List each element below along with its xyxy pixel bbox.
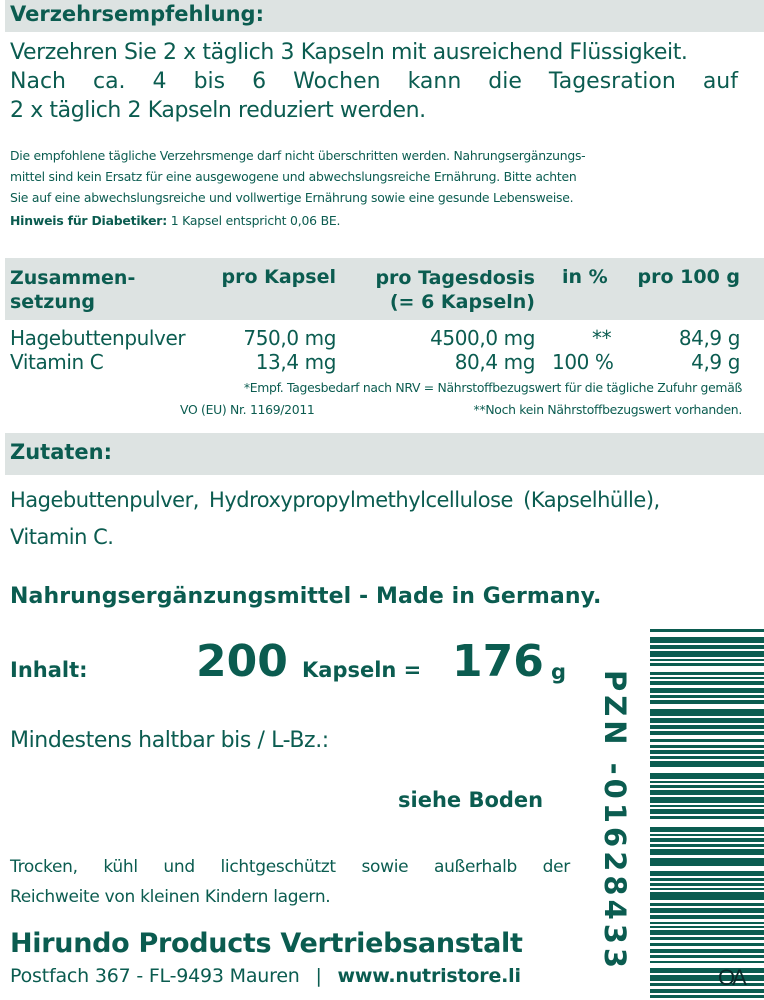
composition-header-per-daily-dose xyxy=(345,266,535,314)
ingredient-name: Hagebuttenpulver xyxy=(10,326,186,350)
composition-header-percent: in % xyxy=(562,266,608,288)
table-row xyxy=(10,326,750,350)
composition-table-body xyxy=(10,326,750,374)
storage-note xyxy=(10,852,570,912)
best-before-label: Mindestens haltbar bis / L-Bz.: xyxy=(10,728,329,753)
per-100g-value: 4,9 g xyxy=(691,350,740,374)
warning-line: Sie auf eine abwechslungsreiche und vollwertige Ernährung sowie eine gesunde Lebensweise. xyxy=(10,190,574,205)
composition-footnote-1: *Empf. Tagesbedarf nach NRV = Nährstoffbezugswert für die tägliche Zufuhr gemäß xyxy=(243,380,742,395)
contents-weight-unit: g xyxy=(551,660,567,684)
ingredients-line: Hagebuttenpulver, Hydroxypropylmethylcellulose (Kapselhülle), xyxy=(10,488,660,512)
warning-line: Die empfohlene tägliche Verzehrsmenge darf nicht überschritten werden. Nahrungsergänzungs- xyxy=(10,148,586,163)
product-type: Nahrungsergänzungsmittel - Made in Germany. xyxy=(10,584,602,609)
composition-header-per-100g: pro 100 g xyxy=(637,266,740,288)
contents-unit: Kapseln = xyxy=(302,658,422,682)
table-row xyxy=(10,350,750,374)
composition-footnote-2b: **Noch kein Nährstoffbezugswert vorhanden. xyxy=(473,402,742,417)
ingredients-list xyxy=(10,482,660,556)
pzn-code xyxy=(584,670,644,973)
per-capsule-value: 13,4 mg xyxy=(255,350,336,374)
header-line: (= 6 Kapseln) xyxy=(389,291,535,313)
best-before-value: siehe Boden xyxy=(398,788,544,812)
ingredient-name: Vitamin C xyxy=(10,350,104,374)
percent-value: ** xyxy=(592,326,612,350)
per-daily-dose-value: 80,4 mg xyxy=(454,350,535,374)
per-daily-dose-value: 4500,0 mg xyxy=(430,326,535,350)
warning-line: mittel sind kein Ersatz für eine ausgewogene und abwechslungsreiche Ernährung. Bitte achten xyxy=(10,169,577,184)
percent-value: 100 % xyxy=(552,350,614,374)
contents-count: 200 xyxy=(196,636,288,687)
diabetic-text: 1 Kapsel entspricht 0,06 BE. xyxy=(170,213,341,228)
dosage-instructions xyxy=(10,38,738,125)
ingredients-heading-bar xyxy=(5,433,764,475)
dosage-warning xyxy=(10,145,585,208)
dosage-heading: Verzehrsempfehlung: xyxy=(10,2,264,26)
dosage-line: Verzehren Sie 2 x täglich 3 Kapseln mit ausreichend Flüssigkeit. xyxy=(10,40,688,65)
header-line: setzung xyxy=(10,291,95,313)
barcode-graphic xyxy=(650,629,764,1000)
company-name: Hirundo Products Vertriebsanstalt xyxy=(10,928,523,959)
dosage-line: 2 x täglich 2 Kapseln reduziert werden. xyxy=(10,98,426,123)
company-address: Postfach 367 - FL-9493 Mauren xyxy=(10,965,300,987)
pzn-text: PZN -01628433 xyxy=(598,670,632,973)
per-100g-value: 84,9 g xyxy=(678,326,740,350)
company-website-link[interactable]: www.nutristore.li xyxy=(337,965,521,987)
composition-header-per-capsule: pro Kapsel xyxy=(221,266,336,288)
storage-line: Trocken, kühl und lichtgeschützt sowie außerhalb der xyxy=(10,857,570,877)
dosage-line xyxy=(10,67,738,96)
diabetic-note xyxy=(10,213,340,228)
ingredients-heading: Zutaten: xyxy=(10,440,113,464)
oa-mark: OA xyxy=(718,965,744,990)
ingredients-line: Vitamin C. xyxy=(10,525,114,549)
separator: | xyxy=(315,965,322,987)
company-address-line xyxy=(10,965,521,987)
storage-line: Reichweite von kleinen Kindern lagern. xyxy=(10,887,331,907)
composition-footnote-2a: VO (EU) Nr. 1169/2011 xyxy=(180,402,315,417)
contents-label: Inhalt: xyxy=(10,658,88,682)
header-line: pro Tagesdosis xyxy=(375,267,535,289)
diabetic-label: Hinweis für Diabetiker: xyxy=(10,213,167,228)
header-line: Zusammen- xyxy=(10,267,136,289)
per-capsule-value: 750,0 mg xyxy=(243,326,336,350)
composition-header-ingredient xyxy=(10,266,135,314)
contents-weight: 176 xyxy=(452,636,544,687)
dosage-line-text: Nach ca. 4 bis 6 Wochen kann die Tagesration auf xyxy=(10,69,738,94)
